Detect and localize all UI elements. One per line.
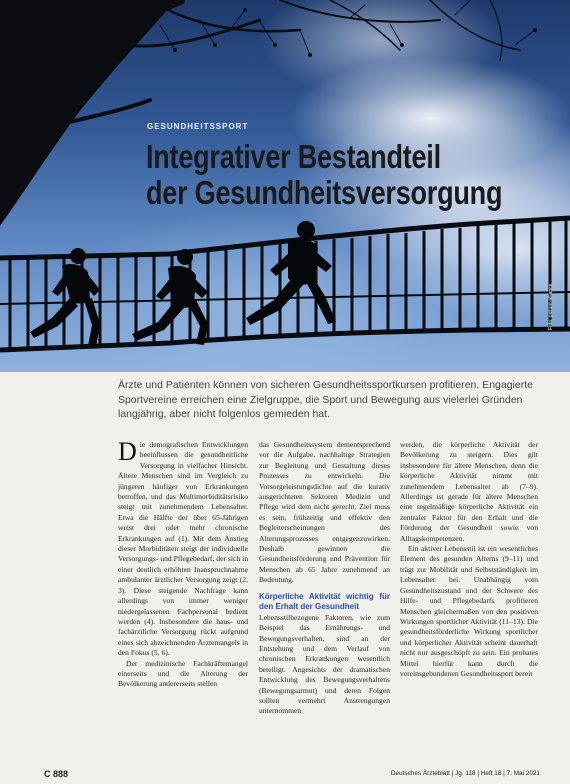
body-paragraph: [118, 440, 248, 659]
photo-credit: Foto: picture-alliance: [548, 283, 554, 330]
text-column-1: [118, 440, 248, 765]
text-column-3: [400, 440, 538, 765]
body-paragraph: Der medizinische Fachkräftemangel einerseits und die Alterung der Bevölkerung andererseits stellen: [118, 658, 248, 689]
body-paragraph: werden, die körperliche Aktivität der Bevölkerung zu steigern. Dies gilt insbesondere für ältere Menschen, denn die körperliche Aktivität nimmt mit zunehmendem Lebensalter ab (7–9). Allerdings ist gerade für ältere Menschen eine regelmäßige körperliche Aktivität ein zentraler Faktor für den Erhalt und die Förderung der Gesundheit sowie von Alltagskompetenzen.: [400, 440, 538, 543]
drop-cap: D: [118, 440, 137, 466]
journal-footer: Deutsches Ärzteblatt | Jg. 118 | Heft 18 | 7. Mai 2021: [390, 770, 540, 777]
body-paragraph: das Gesundheitssystem dementsprechend vor die Aufgabe, nachhaltige Strategien zur Begleitung und Gestaltung dieses Prozesses zu entwickeln. Die Vorsorgeleistungsdichte auf die kurativ ausgerichteten Sektoren Medizin und Pflege wird dem nicht gerecht. Ziel muss es sein, frühzeitig und effektiv den Begleiterscheinungen des Alterungsprozesses entgegenzuwirken. Deshalb gewinnen die Gesundheitsförderung und Prävention für Menschen ab 65 Jahre zunehmend an Bedeutung.: [259, 440, 390, 585]
paragraph-text: ie demografischen Entwicklungen beeinflussen die gesundheitliche Versorgung in vielfacher Hinsicht. Ältere Menschen sind im Vergleich zu jüngeren häufiger von Erkrankungen betroffen, und das Multimorbiditätsrisiko steigt mit zunehmendem Lebensalter. Etwa die Hälfte der über 65-Jährigen weist drei oder mehr chronische Erkrankungen auf (1). Mit dem Anstieg dieser Morbiditäten steigt der individuelle Versorgungs- und Pflegebedarf, der sich in einer deutlich erhöhten Inanspruchnahme ambulanter ärztlicher Versorgung zeigt (2, 3). Diese steigende Nachfrage kann allerdings von immer weniger niedergelassenen Fachpersonal bedient werden (4). Insbesondere die haus- und fachärztliche Versorgung rückt aufgrund eines sich abzeichnenden Ärztemangels in den Fokus (5, 6).: [118, 440, 248, 658]
lead-paragraph: Ärzte und Patienten können von sicheren Gesundheitssportkursen profitieren. Engagierte Sportvereine erreichen eine Zielgruppe, die Sport und Bewegung aus vielerlei Gründen langjährig, aber nicht folgenlos gemieden hat.: [118, 380, 533, 420]
section-kicker: GESUNDHEITSSPORT: [147, 122, 249, 131]
title-line-2: der Gesundheitsversorgung: [146, 174, 503, 211]
page-number: C 888: [44, 769, 69, 779]
text-column-2: [259, 440, 390, 765]
body-paragraph: Ein aktiver Lebensstil ist ein wesentliches Element des gesunden Alterns (9–11) und trägt zur Mobilität und Selbstständigkeit im Lebensalter bei. Unabhängig vom Gesundheitszustand und der Schwere des Hilfe- und Pflegebedarfs profitieren Menschen gleichermaßen von den positiven Wirkungen sportlicher Aktivität (11–13). Die gesundheitsförderliche Wirkung sportlicher und körperlicher Aktivität scheint dauerhaft nicht nur ausgeschöpft zu sein. Ein probates Mittel hierfür kann durch die vereinsgebundenen Gesundheitssport bereit: [400, 544, 538, 678]
body-paragraph: Lebensstilbezogene Faktoren, wie zum Beispiel das Ernährungs- und Bewegungsverhalten, sind an der Entstehung und dem Verlauf von chronischen Erkrankungen wesentlich beteiligt. Angesichts der dramatischen Entwicklung des Bewegungsverhaltens (Bewegungsarmut) und deren Folgen sollten vermehrt Anstrengungen unternommen: [259, 612, 390, 716]
section-subheading: Körperliche Aktivität wichtig für den Erhalt der Gesundheit: [259, 591, 390, 611]
hero-photo: [0, 0, 570, 372]
runner-2: [132, 249, 208, 345]
title-line-1: Integrativer Bestandteil: [146, 138, 441, 175]
article-title: [146, 139, 502, 211]
